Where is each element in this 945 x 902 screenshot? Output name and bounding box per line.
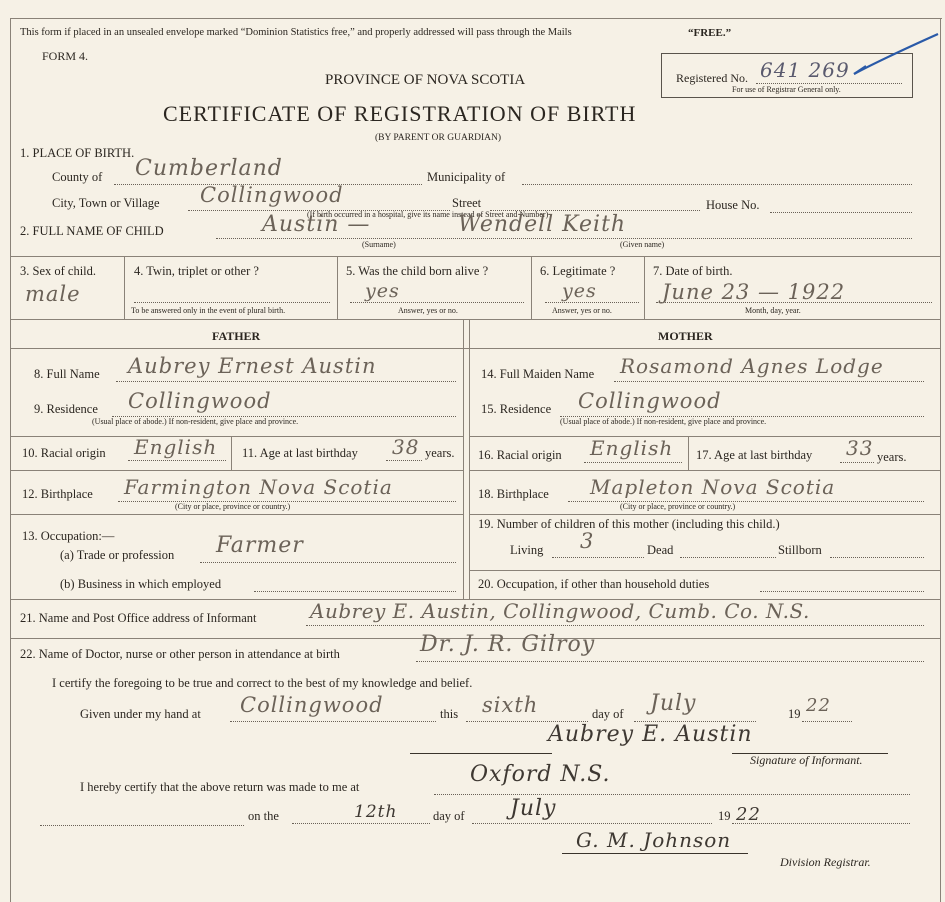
trade-label: (a) Trade or profession (60, 548, 175, 562)
father-heading: FATHER (212, 329, 261, 343)
year-suffix: 22 (806, 695, 831, 716)
city-label: City, Town or Village (52, 196, 160, 210)
father-age-label: 11. Age at last birthday (242, 446, 358, 460)
father-years-label: years. (425, 446, 455, 460)
mother-residence-label: 15. Residence (481, 402, 552, 416)
informant-label: 21. Name and Post Office address of Informant (20, 611, 257, 625)
trade-value: Farmer (216, 533, 304, 558)
born-alive-label: 5. Was the child born alive ? (346, 264, 489, 278)
father-residence-note: (Usual place of abode.) If non-resident, give place and province. (92, 417, 299, 426)
signature-label: Signature of Informant. (750, 753, 863, 767)
given-name-note: (Given name) (620, 240, 665, 249)
given-label: Given under my hand at (80, 707, 201, 721)
mother-age-label: 17. Age at last birthday (696, 448, 813, 462)
registered-number: 641 269 (760, 58, 850, 82)
day-of-label: day of (592, 707, 624, 721)
legitimate-value: yes (562, 280, 597, 302)
registrar-signature: G. M. Johnson (576, 828, 732, 852)
year-prefix: 19 (788, 707, 801, 721)
father-racial-value: English (134, 435, 218, 459)
informant-value: Aubrey E. Austin, Collingwood, Cumb. Co. N.S. (310, 599, 810, 623)
twin-label: 4. Twin, triplet or other ? (134, 264, 259, 278)
mother-birthplace-value: Mapleton Nova Scotia (590, 475, 836, 499)
street-label: Street (452, 196, 482, 210)
mother-name-label: 14. Full Maiden Name (481, 367, 595, 381)
given-day-value: sixth (482, 693, 539, 717)
province-heading: PROVINCE OF NOVA SCOTIA (325, 72, 526, 88)
registrar-note: For use of Registrar General only. (732, 85, 841, 94)
father-residence-value: Collingwood (128, 389, 272, 413)
children-label: 19. Number of children of this mother (including this child.) (478, 517, 780, 531)
birth-date-label: 7. Date of birth. (653, 264, 733, 278)
child-surname: Austin — (262, 212, 371, 237)
right-border (940, 18, 941, 902)
child-given-name: Wendell Keith (458, 212, 627, 237)
year2-suffix: 22 (736, 804, 761, 825)
sex-label: 3. Sex of child. (20, 264, 97, 278)
mother-residence-value: Collingwood (578, 389, 722, 413)
return-day-value: 12th (354, 802, 398, 822)
sex-value: male (25, 282, 81, 306)
given-place-value: Collingwood (240, 693, 384, 717)
father-name-label: 8. Full Name (34, 367, 100, 381)
father-racial-label: 10. Racial origin (22, 446, 106, 460)
born-alive-note: Answer, yes or no. (398, 306, 458, 315)
occupation-label: 13. Occupation:— (22, 529, 115, 543)
return-place-value: Oxford N.S. (470, 762, 611, 787)
mother-occupation-label: 20. Occupation, if other than household duties (478, 577, 710, 591)
mother-residence-note: (Usual place of abode.) If non-resident, give place and province. (560, 417, 767, 426)
business-label: (b) Business in which employed (60, 577, 222, 591)
county-value: Cumberland (135, 156, 283, 181)
certificate-title: CERTIFICATE OF REGISTRATION OF BIRTH (163, 101, 637, 126)
certify-statement: I certify the foregoing to be true and correct to the best of my knowledge and belief. (52, 676, 473, 690)
top-border (10, 18, 942, 19)
dead-label: Dead (647, 543, 674, 557)
born-alive-value: yes (365, 280, 400, 302)
mail-notice: This form if placed in an unsealed envelope marked “Dominion Statistics free,” and properly addressed will pass through the Mails (20, 27, 572, 38)
form-number: FORM 4. (42, 49, 89, 63)
birth-date-value: June 23 — 1922 (662, 280, 846, 304)
city-value: Collingwood (200, 183, 344, 207)
legitimate-note: Answer, yes or no. (552, 306, 612, 315)
doctor-value: Dr. J. R. Gilroy (420, 632, 596, 657)
twin-note: To be answered only in the event of plural birth. (131, 306, 286, 315)
blue-check-mark (850, 30, 945, 80)
return-label: I hereby certify that the above return was made to me at (80, 780, 360, 794)
birth-date-note: Month, day, year. (745, 306, 801, 315)
father-name-value: Aubrey Ernest Austin (128, 354, 377, 378)
informant-signature: Aubrey E. Austin (548, 722, 753, 747)
county-label: County of (52, 170, 103, 184)
return-month-value: July (510, 796, 557, 821)
year2-prefix: 19 (718, 809, 731, 823)
column-divider (463, 319, 464, 599)
living-label: Living (510, 543, 544, 557)
child-name-label: 2. FULL NAME OF CHILD (20, 224, 164, 238)
on-the-label: on the (248, 809, 279, 823)
mother-heading: MOTHER (658, 329, 713, 343)
legitimate-label: 6. Legitimate ? (540, 264, 616, 278)
hospital-note: (If birth occurred in a hospital, give its name instead of Street and Number) (307, 210, 549, 219)
father-age-value: 38 (392, 435, 420, 459)
father-birthplace-value: Farmington Nova Scotia (124, 475, 393, 499)
stillborn-label: Stillborn (778, 543, 822, 557)
mother-racial-label: 16. Racial origin (478, 448, 562, 462)
living-value: 3 (580, 529, 595, 553)
mother-age-value: 33 (846, 436, 874, 460)
this-label: this (440, 707, 459, 721)
registrar-label: Division Registrar. (780, 855, 871, 869)
mother-years-label: years. (877, 450, 907, 464)
doctor-label: 22. Name of Doctor, nurse or other person in attendance at birth (20, 647, 340, 661)
free-label: “FREE.” (688, 27, 732, 39)
father-residence-label: 9. Residence (34, 402, 98, 416)
place-heading: 1. PLACE OF BIRTH. (20, 146, 135, 160)
registered-label: Registered No. (676, 71, 748, 85)
mother-racial-value: English (590, 436, 674, 460)
mother-birthplace-label: 18. Birthplace (478, 487, 549, 501)
left-border (10, 18, 11, 902)
day-of-label-2: day of (433, 809, 465, 823)
certificate-subtitle: (BY PARENT OR GUARDIAN) (375, 133, 502, 143)
given-month-value: July (650, 691, 697, 716)
father-birthplace-note: (City or place, province or country.) (175, 502, 291, 511)
house-label: House No. (706, 198, 760, 212)
mother-birthplace-note: (City or place, province or country.) (620, 502, 736, 511)
father-birthplace-label: 12. Birthplace (22, 487, 93, 501)
municipality-label: Municipality of (427, 170, 506, 184)
mother-name-value: Rosamond Agnes Lodge (620, 354, 884, 378)
surname-note: (Surname) (362, 240, 396, 249)
